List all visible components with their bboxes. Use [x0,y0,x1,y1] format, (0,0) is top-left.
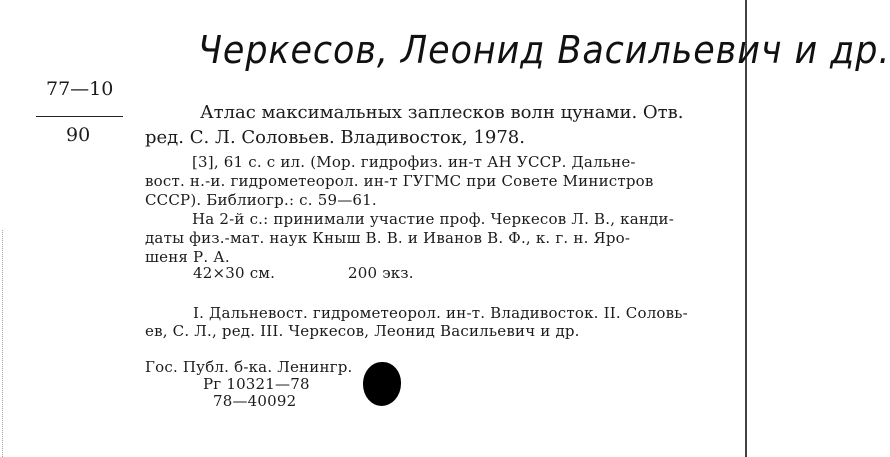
call-number-bottom: 90 [66,124,91,146]
call-number-top: 77—10 [46,78,114,100]
ink-blot [363,362,401,406]
call-number-divider [36,116,123,117]
format-size: 42×30 см. [193,264,276,282]
description-line-1: [3], 61 с. с ил. (Мор. гидрофиз. ин-т АН УССР. Дальне- [192,153,636,171]
library-card-number: 78—40092 [213,392,297,410]
note-line-2: даты физ.-мат. наук Кныш В. В. и Иванов В. Ф., к. г. н. Яро- [145,229,631,247]
tracing-line-1: I. Дальневост. гидрометеорол. ин-т. Владивосток. II. Соловь- [193,304,688,322]
note-line-1: На 2-й с.: принимали участие проф. Черкесов Л. В., канди- [192,210,674,228]
handwritten-author: Черкесов, Леонид Васильевич и др. [198,28,890,72]
description-line-2: вост. н.-и. гидрометеорол. ин-т ГУГМС при Совете Министров [145,172,654,190]
copies-count: 200 экз. [348,264,414,282]
title-line-2: ред. С. Л. Соловьев. Владивосток, 1978. [145,127,525,148]
description-line-3: СССР). Библиогр.: с. 59—61. [145,191,377,209]
library-reg-number: Рг 10321—78 [203,375,310,393]
card-left-edge [2,230,7,457]
library-name: Гос. Публ. б-ка. Ленингр. [145,358,353,376]
title-line-1: Атлас максимальных заплесков волн цунами. Отв. [200,102,684,123]
note-line-3: шеня Р. А. [145,248,230,266]
tracing-line-2: ев, С. Л., ред. III. Черкесов, Леонид Васильевич и др. [145,322,580,340]
